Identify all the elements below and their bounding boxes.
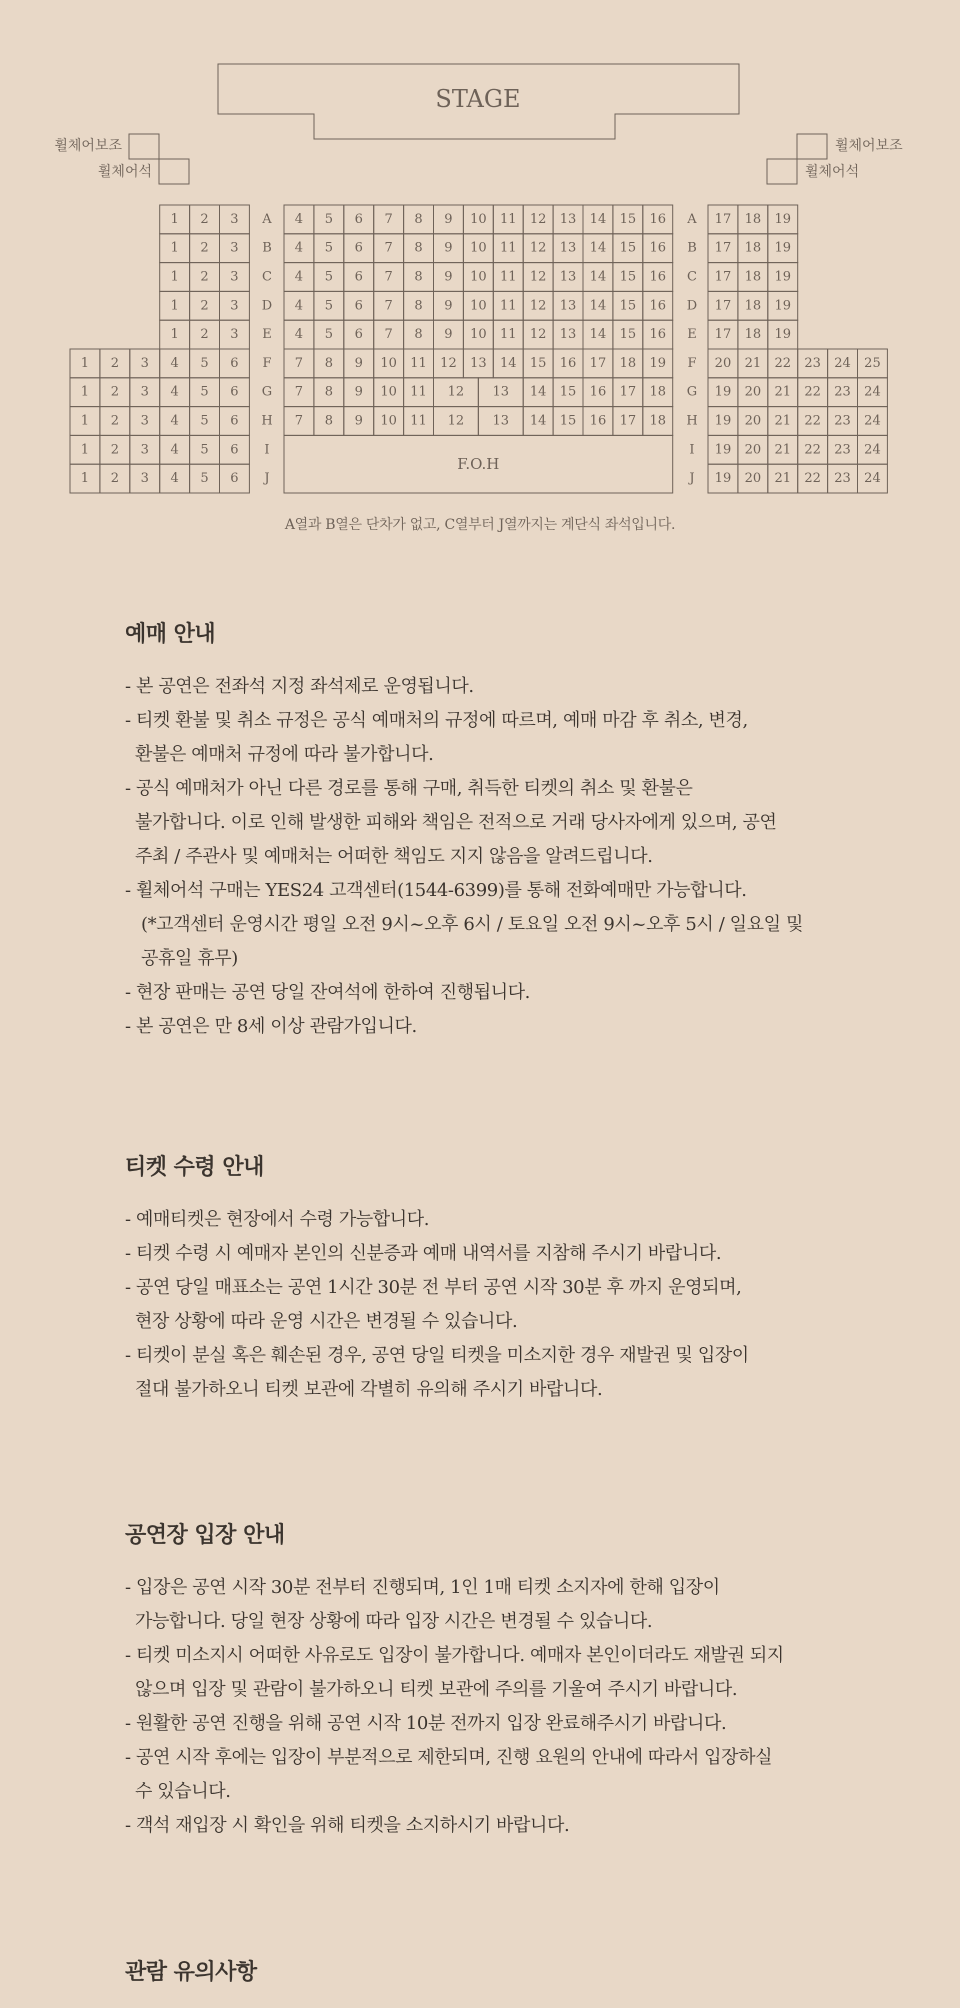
row-letter-left-F: F	[262, 355, 272, 371]
seat-left-F-3-number: 3	[140, 355, 149, 371]
seat-left-A-1-number: 1	[170, 211, 179, 227]
seat-right-H-24-number: 24	[864, 413, 881, 429]
seat-right-B-19-number: 19	[774, 240, 792, 256]
row-letter-right-D: D	[686, 298, 698, 314]
seat-center-A-11-number: 11	[499, 211, 517, 227]
seat-center-H-14-number: 14	[529, 413, 547, 429]
section-title: 예매 안내	[125, 622, 216, 647]
seat-right-G-24-number: 24	[864, 384, 881, 400]
wheelchair-seat-box-right	[767, 159, 797, 184]
seat-left-H-2-number: 2	[110, 413, 119, 429]
seat-center-B-5-number: 5	[324, 240, 333, 256]
seat-right-F-23-number: 23	[804, 355, 821, 371]
seat-left-B-2-number: 2	[200, 240, 209, 256]
seat-center-F-14-number: 14	[499, 355, 517, 371]
seat-right-C-18-number: 18	[744, 269, 762, 285]
seat-center-G-15-number: 15	[559, 384, 577, 400]
row-letter-left-G: G	[261, 384, 273, 400]
seat-right-I-23-number: 23	[834, 442, 851, 458]
seat-right-G-22-number: 22	[804, 384, 821, 400]
seat-center-G-14-number: 14	[529, 384, 547, 400]
seat-center-A-12-number: 12	[529, 211, 547, 227]
seat-left-J-4-number: 4	[170, 471, 179, 487]
seat-center-A-9-number: 9	[444, 211, 453, 227]
section-ticket-pickup	[125, 1150, 865, 1407]
info-line: - 공식 예매처가 아닌 다른 경로를 통해 구매, 취득한 티켓의 취소 및 환불은	[125, 778, 693, 799]
row-letter-left-E: E	[262, 327, 272, 343]
seat-center-E-16-number: 16	[649, 327, 667, 343]
seat-center-D-5-number: 5	[324, 298, 333, 314]
seat-right-G-19-number: 19	[714, 384, 732, 400]
seat-center-E-9-number: 9	[444, 327, 453, 343]
seat-center-G-12-number: 12	[447, 384, 465, 400]
seat-left-E-2-number: 2	[200, 327, 209, 343]
seat-right-F-22-number: 22	[774, 355, 792, 371]
seat-right-C-19-number: 19	[774, 269, 792, 285]
info-line: - 입장은 공연 시작 30분 전부터 진행되며, 1인 1매 티켓 소지자에 한해 입장이	[125, 1577, 720, 1598]
stage-label: STAGE	[435, 85, 521, 113]
info-line: - 공연 시작 후에는 입장이 부분적으로 제한되며, 진행 요원의 안내에 따라서 입장하실	[125, 1747, 773, 1768]
seat-center-G-13-number: 13	[492, 384, 510, 400]
info-line: 수 있습니다.	[135, 1781, 231, 1802]
seat-left-C-1-number: 1	[170, 269, 179, 285]
section-title: 티켓 수령 안내	[125, 1155, 264, 1180]
seat-left-G-4-number: 4	[170, 384, 179, 400]
seat-center-A-6-number: 6	[354, 211, 363, 227]
seat-center-D-12-number: 12	[529, 298, 547, 314]
seat-right-J-21-number: 21	[774, 471, 792, 487]
seat-center-H-11-number: 11	[410, 413, 427, 429]
seat-right-F-24-number: 24	[834, 355, 851, 371]
row-letter-right-C: C	[687, 269, 697, 285]
seat-center-G-7-number: 7	[294, 384, 304, 400]
seat-center-G-17-number: 17	[619, 384, 637, 400]
seat-center-B-8-number: 8	[414, 240, 423, 256]
seat-left-G-1-number: 1	[80, 384, 90, 400]
seat-left-I-1-number: 1	[80, 442, 90, 458]
seat-right-G-23-number: 23	[834, 384, 851, 400]
seat-left-I-5-number: 5	[200, 442, 209, 458]
seat-center-F-11-number: 11	[410, 355, 427, 371]
seat-left-C-2-number: 2	[200, 269, 209, 285]
seat-center-H-17-number: 17	[619, 413, 637, 429]
row-letter-right-I: I	[689, 442, 695, 458]
seat-center-H-8-number: 8	[324, 413, 333, 429]
seat-center-H-18-number: 18	[649, 413, 667, 429]
wheelchair-companion-box-right	[797, 134, 827, 159]
seat-center-F-16-number: 16	[559, 355, 577, 371]
seat-center-C-4-number: 4	[294, 269, 304, 285]
seat-right-C-17-number: 17	[714, 269, 732, 285]
info-line: 주최 / 주관사 및 예매처는 어떠한 책임도 지지 않음을 알려드립니다.	[135, 846, 653, 867]
seat-right-I-21-number: 21	[774, 442, 792, 458]
section-title: 공연장 입장 안내	[125, 1523, 285, 1548]
section-title: 관람 유의사항	[125, 1960, 257, 1985]
seat-center-C-13-number: 13	[559, 269, 577, 285]
seat-right-I-20-number: 20	[744, 442, 762, 458]
seat-left-F-1-number: 1	[80, 355, 90, 371]
seat-left-I-6-number: 6	[230, 442, 239, 458]
row-letter-right-J: J	[689, 471, 695, 487]
seat-center-G-18-number: 18	[649, 384, 667, 400]
seat-center-F-8-number: 8	[324, 355, 333, 371]
seat-center-H-7-number: 7	[294, 413, 304, 429]
row-letter-left-B: B	[262, 240, 272, 256]
seat-center-B-4-number: 4	[294, 240, 304, 256]
info-line: 않으며 입장 및 관람이 불가하오니 티켓 보관에 주의를 기울여 주시기 바랍니다.	[135, 1679, 738, 1700]
info-line: - 티켓이 분실 혹은 훼손된 경우, 공연 당일 티켓을 미소지한 경우 재발권 및 입장이	[125, 1345, 749, 1366]
row-letter-right-B: B	[687, 240, 697, 256]
info-line: 공휴일 휴무)	[141, 948, 238, 969]
seat-left-A-3-number: 3	[230, 211, 239, 227]
seat-left-G-3-number: 3	[140, 384, 149, 400]
seat-center-F-18-number: 18	[619, 355, 637, 371]
seat-center-F-13-number: 13	[470, 355, 487, 371]
seat-center-B-13-number: 13	[559, 240, 577, 256]
seat-center-G-9-number: 9	[354, 384, 363, 400]
seat-left-I-3-number: 3	[140, 442, 149, 458]
seat-center-B-11-number: 11	[499, 240, 517, 256]
seat-right-J-22-number: 22	[804, 471, 821, 487]
seat-center-C-7-number: 7	[384, 269, 393, 285]
seat-right-F-20-number: 20	[714, 355, 732, 371]
seat-left-D-2-number: 2	[200, 298, 209, 314]
seat-center-A-14-number: 14	[589, 211, 607, 227]
info-line: - 객석 재입장 시 확인을 위해 티켓을 소지하시기 바랍니다.	[125, 1815, 570, 1836]
info-line: 현장 상황에 따라 운영 시간은 변경될 수 있습니다.	[135, 1311, 518, 1332]
row-letter-left-J: J	[264, 471, 270, 487]
seat-center-F-15-number: 15	[529, 355, 547, 371]
seat-center-F-19-number: 19	[649, 355, 667, 371]
seat-left-H-6-number: 6	[230, 413, 239, 429]
seat-left-F-6-number: 6	[230, 355, 239, 371]
seat-right-I-19-number: 19	[714, 442, 732, 458]
seat-left-D-1-number: 1	[170, 298, 179, 314]
seat-center-B-9-number: 9	[444, 240, 453, 256]
section-viewing-notes	[125, 1955, 865, 2008]
seat-left-B-3-number: 3	[230, 240, 239, 256]
seat-center-C-14-number: 14	[589, 269, 607, 285]
seat-center-A-10-number: 10	[470, 211, 487, 227]
row-letter-left-C: C	[262, 269, 272, 285]
seat-right-H-20-number: 20	[744, 413, 762, 429]
seat-left-H-1-number: 1	[80, 413, 90, 429]
seat-right-A-18-number: 18	[744, 211, 762, 227]
seat-center-H-12-number: 12	[447, 413, 465, 429]
info-line: - 본 공연은 만 8세 이상 관람가입니다.	[125, 1016, 417, 1037]
seat-center-C-10-number: 10	[470, 269, 487, 285]
seat-center-A-16-number: 16	[649, 211, 667, 227]
seat-map	[0, 0, 960, 560]
seat-left-D-3-number: 3	[230, 298, 239, 314]
seat-left-J-1-number: 1	[80, 471, 90, 487]
wheelchair-seat-box-left	[159, 159, 189, 184]
seat-left-J-6-number: 6	[230, 471, 239, 487]
seat-center-D-13-number: 13	[559, 298, 577, 314]
section-booking	[125, 617, 865, 1044]
wheelchair-companion-label-right: 휠체어보조	[835, 138, 903, 154]
wheelchair-seat-label-right: 휠체어석	[805, 164, 860, 180]
seat-center-F-9-number: 9	[354, 355, 363, 371]
seat-left-H-4-number: 4	[170, 413, 179, 429]
seat-left-H-5-number: 5	[200, 413, 209, 429]
seat-left-I-4-number: 4	[170, 442, 179, 458]
seat-right-A-17-number: 17	[714, 211, 732, 227]
seat-left-H-3-number: 3	[140, 413, 149, 429]
seat-left-A-2-number: 2	[200, 211, 209, 227]
seat-center-D-6-number: 6	[354, 298, 363, 314]
seat-left-J-5-number: 5	[200, 471, 209, 487]
seat-right-J-20-number: 20	[744, 471, 762, 487]
foh-label: F.O.H	[457, 455, 500, 474]
seat-center-E-6-number: 6	[354, 327, 363, 343]
info-line: 가능합니다. 당일 현장 상황에 따라 입장 시간은 변경될 수 있습니다.	[135, 1611, 653, 1632]
seat-right-J-23-number: 23	[834, 471, 851, 487]
wheelchair-seat-label-left: 휠체어석	[97, 164, 152, 180]
seat-center-A-15-number: 15	[619, 211, 637, 227]
seat-right-J-19-number: 19	[714, 471, 732, 487]
seat-center-D-14-number: 14	[589, 298, 607, 314]
seat-center-B-15-number: 15	[619, 240, 637, 256]
seat-center-A-7-number: 7	[384, 211, 393, 227]
seat-left-E-1-number: 1	[170, 327, 179, 343]
info-line: 절대 불가하오니 티켓 보관에 각별히 유의해 주시기 바랍니다.	[135, 1379, 603, 1400]
seat-center-C-15-number: 15	[619, 269, 637, 285]
seat-center-G-10-number: 10	[380, 384, 397, 400]
seat-center-B-10-number: 10	[470, 240, 487, 256]
wheelchair-companion-box-left	[129, 134, 159, 159]
seat-right-B-18-number: 18	[744, 240, 762, 256]
seat-center-E-13-number: 13	[559, 327, 577, 343]
seat-center-E-8-number: 8	[414, 327, 423, 343]
seat-left-E-3-number: 3	[230, 327, 239, 343]
seat-center-E-12-number: 12	[529, 327, 547, 343]
seat-left-C-3-number: 3	[230, 269, 239, 285]
row-letter-right-G: G	[686, 384, 698, 400]
info-line: - 티켓 환불 및 취소 규정은 공식 예매처의 규정에 따르며, 예매 마감 후 취소, 변경,	[125, 710, 748, 731]
seat-center-C-8-number: 8	[414, 269, 423, 285]
seat-center-D-4-number: 4	[294, 298, 304, 314]
seat-center-C-5-number: 5	[324, 269, 333, 285]
seat-left-G-2-number: 2	[110, 384, 119, 400]
seat-right-H-23-number: 23	[834, 413, 851, 429]
seat-right-J-24-number: 24	[864, 471, 881, 487]
seat-left-F-2-number: 2	[110, 355, 119, 371]
seat-right-F-25-number: 25	[864, 355, 881, 371]
seat-right-D-19-number: 19	[774, 298, 792, 314]
info-line: - 휠체어석 구매는 YES24 고객센터(1544-6399)를 통해 전화예매만 가능합니다.	[125, 880, 747, 901]
seat-center-C-9-number: 9	[444, 269, 453, 285]
row-letter-left-A: A	[262, 211, 272, 227]
seat-right-E-17-number: 17	[714, 327, 732, 343]
seat-center-A-8-number: 8	[414, 211, 423, 227]
seat-center-F-10-number: 10	[380, 355, 397, 371]
seat-center-B-6-number: 6	[354, 240, 363, 256]
seat-center-F-17-number: 17	[589, 355, 607, 371]
info-line: - 티켓 수령 시 예매자 본인의 신분증과 예매 내역서를 지참해 주시기 바랍니다.	[125, 1243, 722, 1264]
seat-center-G-11-number: 11	[410, 384, 427, 400]
seat-center-H-15-number: 15	[559, 413, 577, 429]
seat-center-F-7-number: 7	[294, 355, 304, 371]
info-line: (*고객센터 운영시간 평일 오전 9시~오후 6시 / 토요일 오전 9시~오후 5시 / 일요일 및	[141, 914, 803, 935]
seat-center-E-15-number: 15	[619, 327, 637, 343]
seat-center-A-4-number: 4	[294, 211, 304, 227]
seat-center-B-16-number: 16	[649, 240, 667, 256]
seat-center-G-8-number: 8	[324, 384, 333, 400]
seat-center-H-9-number: 9	[354, 413, 363, 429]
row-letter-right-H: H	[686, 413, 698, 429]
seat-center-D-15-number: 15	[619, 298, 637, 314]
seat-center-H-16-number: 16	[589, 413, 607, 429]
seat-center-D-8-number: 8	[414, 298, 423, 314]
row-letter-right-E: E	[687, 327, 697, 343]
seat-right-I-22-number: 22	[804, 442, 821, 458]
seat-center-H-13-number: 13	[492, 413, 510, 429]
seat-center-B-14-number: 14	[589, 240, 607, 256]
seat-center-D-7-number: 7	[384, 298, 393, 314]
info-line: - 공연 당일 매표소는 공연 1시간 30분 전 부터 공연 시작 30분 후 까지 운영되며,	[125, 1277, 742, 1298]
seat-left-F-4-number: 4	[170, 355, 179, 371]
seat-center-C-11-number: 11	[499, 269, 517, 285]
seat-center-E-4-number: 4	[294, 327, 304, 343]
seat-center-D-11-number: 11	[499, 298, 517, 314]
seat-right-A-19-number: 19	[774, 211, 792, 227]
seat-center-G-16-number: 16	[589, 384, 607, 400]
seat-center-A-5-number: 5	[324, 211, 333, 227]
seat-right-I-24-number: 24	[864, 442, 881, 458]
seat-center-B-12-number: 12	[529, 240, 547, 256]
seat-center-E-7-number: 7	[384, 327, 393, 343]
seat-center-D-9-number: 9	[444, 298, 453, 314]
seat-center-E-5-number: 5	[324, 327, 333, 343]
seat-center-C-16-number: 16	[649, 269, 667, 285]
seat-center-C-12-number: 12	[529, 269, 547, 285]
seating-note: A열과 B열은 단차가 없고, C열부터 J열까지는 계단식 좌석입니다.	[284, 517, 676, 533]
seat-center-D-16-number: 16	[649, 298, 667, 314]
seat-right-H-22-number: 22	[804, 413, 821, 429]
seat-left-F-5-number: 5	[200, 355, 209, 371]
row-letter-left-I: I	[264, 442, 270, 458]
info-line: - 예매티켓은 현장에서 수령 가능합니다.	[125, 1209, 430, 1230]
seat-center-D-10-number: 10	[470, 298, 487, 314]
seat-right-E-19-number: 19	[774, 327, 792, 343]
info-line: 불가합니다. 이로 인해 발생한 피해와 책임은 전적으로 거래 당사자에게 있으며, 공연	[135, 812, 777, 833]
seat-left-J-2-number: 2	[110, 471, 119, 487]
seat-right-H-19-number: 19	[714, 413, 732, 429]
seat-center-C-6-number: 6	[354, 269, 363, 285]
info-line: 환불은 예매처 규정에 따라 불가합니다.	[135, 744, 434, 765]
seat-left-G-6-number: 6	[230, 384, 239, 400]
seat-center-H-10-number: 10	[380, 413, 397, 429]
seat-center-F-12-number: 12	[440, 355, 457, 371]
row-letter-right-A: A	[687, 211, 697, 227]
wheelchair-companion-label-left: 휠체어보조	[54, 138, 122, 154]
seat-center-E-14-number: 14	[589, 327, 607, 343]
info-line: - 현장 판매는 공연 당일 잔여석에 한하여 진행됩니다.	[125, 982, 531, 1003]
seat-center-E-10-number: 10	[470, 327, 487, 343]
seat-right-G-21-number: 21	[774, 384, 792, 400]
seat-center-E-11-number: 11	[499, 327, 517, 343]
seat-right-B-17-number: 17	[714, 240, 732, 256]
seat-left-B-1-number: 1	[170, 240, 179, 256]
row-letter-right-F: F	[687, 355, 697, 371]
seat-right-D-18-number: 18	[744, 298, 762, 314]
info-line: - 원활한 공연 진행을 위해 공연 시작 10분 전까지 입장 완료해주시기 바랍니다.	[125, 1713, 727, 1734]
seat-left-I-2-number: 2	[110, 442, 119, 458]
seat-right-H-21-number: 21	[774, 413, 792, 429]
seat-left-J-3-number: 3	[140, 471, 149, 487]
seat-center-A-13-number: 13	[559, 211, 577, 227]
seat-center-B-7-number: 7	[384, 240, 393, 256]
seat-right-E-18-number: 18	[744, 327, 762, 343]
row-letter-left-D: D	[261, 298, 273, 314]
seat-right-G-20-number: 20	[744, 384, 762, 400]
row-letter-left-H: H	[261, 413, 273, 429]
section-admission	[125, 1518, 865, 1843]
seat-left-G-5-number: 5	[200, 384, 209, 400]
seat-right-F-21-number: 21	[744, 355, 762, 371]
seat-right-D-17-number: 17	[714, 298, 732, 314]
info-line: - 본 공연은 전좌석 지정 좌석제로 운영됩니다.	[125, 676, 474, 697]
info-line: - 티켓 미소지시 어떠한 사유로도 입장이 불가합니다. 예매자 본인이더라도 재발권 되지	[125, 1645, 784, 1666]
